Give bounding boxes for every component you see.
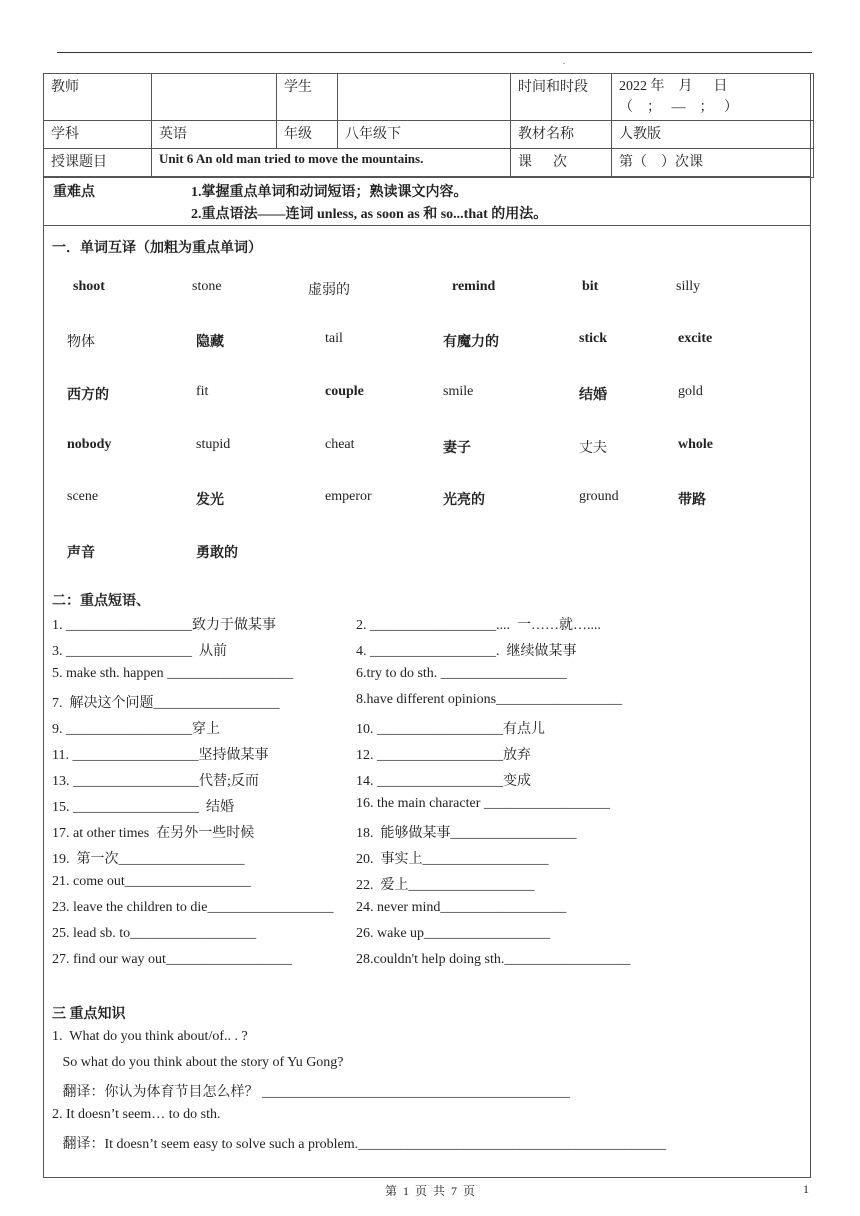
key-point-1: 1.掌握重点单词和动词短语；熟读课文内容。 [191,185,468,200]
word-item: emperor [325,489,372,504]
phrase-item-left: 11. __________________坚持做某事 [52,748,269,763]
word-item: smile [443,384,474,399]
teacher-value [152,74,277,121]
time-label: 时间和时段 [511,74,612,121]
phrase-item-right: 2. __________________.... 一……就….... [356,618,601,633]
word-item: 勇敢的 [196,546,238,561]
section2-title: 二：重点短语、 [52,594,150,609]
lesson-label: 课 次 [511,149,612,178]
subject-label: 学科 [44,121,152,149]
phrase-item-left: 27. find our way out__________________ [52,952,292,967]
word-item: 妻子 [443,441,471,456]
textbook-value: 人教版 [612,121,814,149]
word-item: bit [582,279,599,294]
word-item: tail [325,331,343,346]
subject-value: 英语 [152,121,277,149]
word-item: gold [678,384,703,399]
phrase-item-right: 22. 爱上__________________ [356,878,535,893]
grade-value: 八年级下 [338,121,511,149]
grade-label: 年级 [277,121,338,149]
page-footer: 第 1 页 共 7 页 [384,1184,475,1198]
knowledge-line: So what do you think about the story of Yu Gong? [52,1055,344,1070]
word-item: ground [579,489,619,504]
header-dot: . [563,56,566,66]
phrase-item-left: 21. come out__________________ [52,874,251,889]
knowledge-line: 翻译：你认为体育节目怎么样？ ____________________________________________ [52,1085,570,1100]
phrase-item-right: 24. never mind__________________ [356,900,567,915]
phrase-item-left: 3. __________________ 从前 [52,644,227,659]
word-item: 虚弱的 [308,283,350,298]
knowledge-line: 2. It doesn’t seem… to do sth. [52,1107,221,1122]
time-slot: （ ； — ； ） [619,100,738,115]
lesson-value: 第（ ）次课 [612,149,814,178]
info-table [43,73,814,178]
word-item: scene [67,489,99,504]
topic-value: Unit 6 An old man tried to move the mountains. [152,149,511,178]
teacher-label: 教师 [44,74,152,121]
word-item: 结婚 [579,388,607,403]
word-item: 物体 [67,335,95,350]
knowledge-line: 翻译：It doesn’t seem easy to solve such a problem.____________________________________________ [52,1137,667,1152]
section1-title: 一．单词互译（加粗为重点单词） [52,241,262,256]
phrase-item-right: 8.have different opinions__________________ [356,692,623,707]
word-item: 西方的 [67,388,109,403]
phrase-item-left: 23. leave the children to die__________________ [52,900,334,915]
textbook-label: 教材名称 [511,121,612,149]
word-item: 声音 [67,546,95,561]
key-points [43,176,811,226]
word-item: stupid [196,437,231,452]
phrase-item-right: 26. wake up__________________ [356,926,551,941]
word-item: 丈夫 [579,441,607,456]
section3-title: 三 重点知识 [52,1007,126,1022]
word-item: 有魔力的 [443,335,499,350]
word-item: couple [325,384,364,399]
phrase-item-left: 1. __________________致力于做某事 [52,618,276,633]
phrase-item-right: 18. 能够做某事__________________ [356,826,577,841]
word-item: 发光 [196,493,224,508]
phrase-item-left: 7. 解决这个问题__________________ [52,696,280,711]
time-date: 2022 年 月 日 [619,79,728,94]
phrase-item-left: 9. __________________穿上 [52,722,220,737]
phrase-item-right: 20. 事实上__________________ [356,852,549,867]
phrase-item-right: 28.couldn't help doing sth.__________________ [356,952,631,967]
phrase-item-left: 17. at other times 在另外一些时候 [52,826,255,841]
phrase-item-right: 16. the main character __________________ [356,796,610,811]
phrase-item-left: 19. 第一次__________________ [52,852,245,867]
word-item: 隐藏 [196,335,224,350]
word-item: stone [192,279,222,294]
topic-label: 授课题目 [44,149,152,178]
phrase-item-left: 13. __________________代替;反而 [52,774,259,789]
word-item: remind [452,279,496,294]
time-value [612,74,814,121]
phrase-item-left: 5. make sth. happen __________________ [52,666,294,681]
phrase-item-right: 14. __________________变成 [356,774,531,789]
phrase-item-right: 12. __________________放弃 [356,748,531,763]
word-item: fit [196,384,209,399]
student-value [338,74,511,121]
student-label: 学生 [277,74,338,121]
word-item: silly [676,279,701,294]
key-points-label: 重难点 [53,185,95,200]
word-item: excite [678,331,713,346]
word-item: 光亮的 [443,493,485,508]
key-point-2: 2.重点语法——连词 unless, as soon as 和 so...that 的用法。 [191,207,548,222]
phrase-item-right: 6.try to do sth. __________________ [356,666,567,681]
phrase-item-left: 25. lead sb. to__________________ [52,926,257,941]
header-rule [57,52,812,53]
word-item: cheat [325,437,355,452]
word-item: nobody [67,437,112,452]
word-item: whole [678,437,713,452]
knowledge-line: 1. What do you think about/of.. . ? [52,1029,248,1044]
page-number: 1 [803,1182,809,1196]
phrase-item-left: 15. __________________ 结婚 [52,800,234,815]
phrase-item-right: 10. __________________有点儿 [356,722,545,737]
word-item: stick [579,331,607,346]
word-item: shoot [73,279,105,294]
word-item: 带路 [678,493,706,508]
phrase-item-right: 4. __________________. 继续做某事 [356,644,577,659]
